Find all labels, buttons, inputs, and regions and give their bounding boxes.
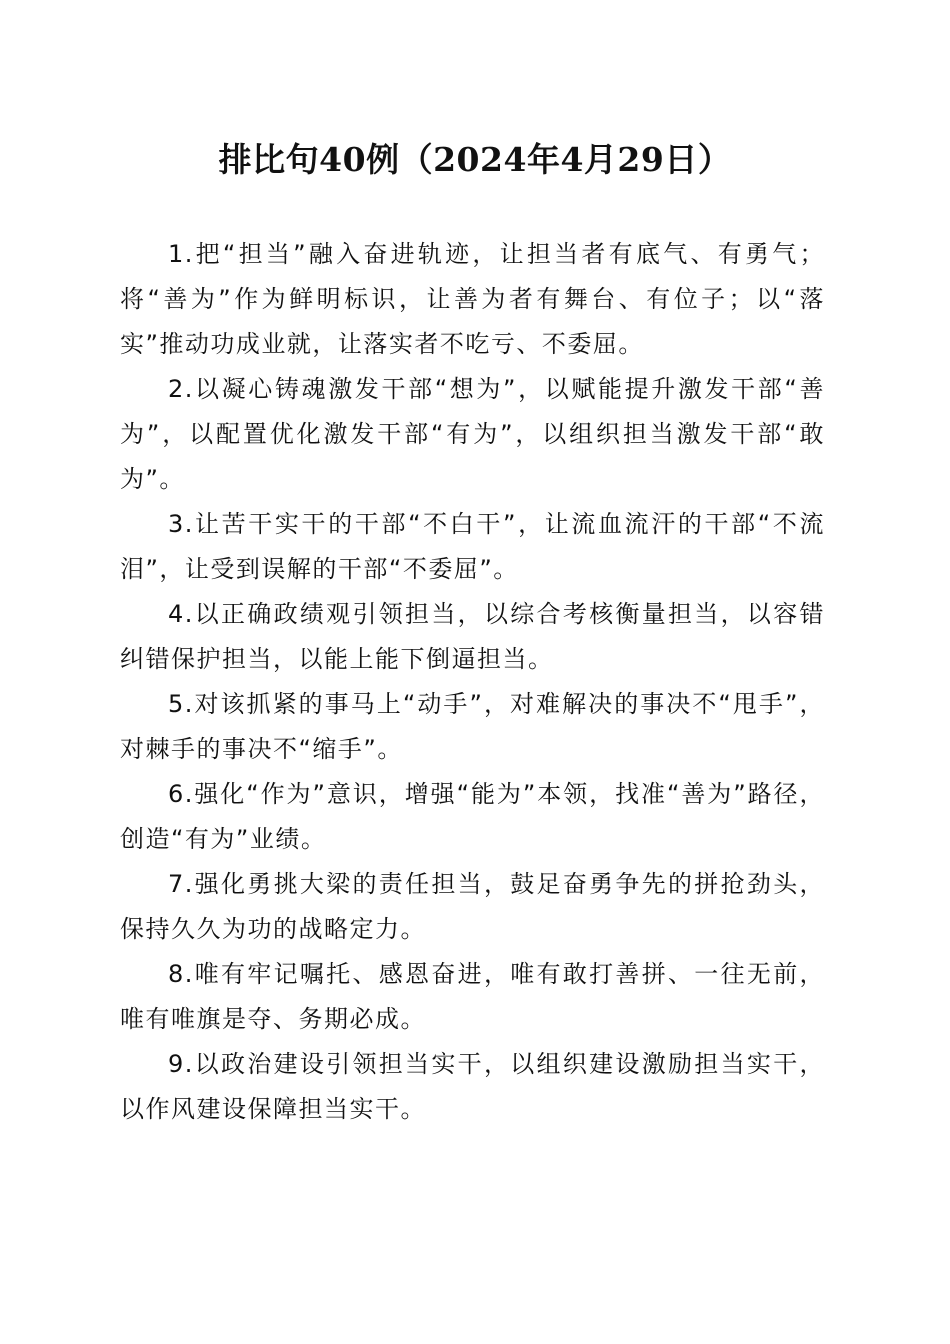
document-body [120, 232, 825, 1132]
paragraph-2: 2.以凝心铸魂激发干部“想为”，以赋能提升激发干部“善为”，以配置优化激发干部“有为”，以组织担当激发干部“敢为”。 [120, 375, 825, 493]
paragraph-8: 8.唯有牢记嘱托、感恩奋进，唯有敢打善拼、一往无前，唯有唯旗是夺、务期必成。 [120, 960, 825, 1033]
paragraph-7: 7.强化勇挑大梁的责任担当，鼓足奋勇争先的拼抢劲头，保持久久为功的战略定力。 [120, 870, 825, 943]
document-title: 排比句40例（2024年4月29日） [218, 140, 732, 179]
paragraph-9: 9.以政治建设引领担当实干，以组织建设激励担当实干，以作风建设保障担当实干。 [120, 1050, 825, 1123]
paragraph-5: 5.对该抓紧的事马上“动手”，对难解决的事决不“甩手”，对棘手的事决不“缩手”。 [120, 690, 825, 763]
paragraph-4: 4.以正确政绩观引领担当，以综合考核衡量担当，以容错纠错保护担当，以能上能下倒逼担当。 [120, 600, 825, 673]
paragraph-3: 3.让苦干实干的干部“不白干”，让流血流汗的干部“不流泪”，让受到误解的干部“不委屈”。 [120, 510, 825, 583]
paragraph-6: 6.强化“作为”意识，增强“能为”本领，找准“善为”路径，创造“有为”业绩。 [120, 780, 825, 853]
paragraph-1: 1.把“担当”融入奋进轨迹，让担当者有底气、有勇气；将“善为”作为鲜明标识，让善为者有舞台、有位子；以“落实”推动功成业就，让落实者不吃亏、不委屈。 [120, 240, 825, 358]
